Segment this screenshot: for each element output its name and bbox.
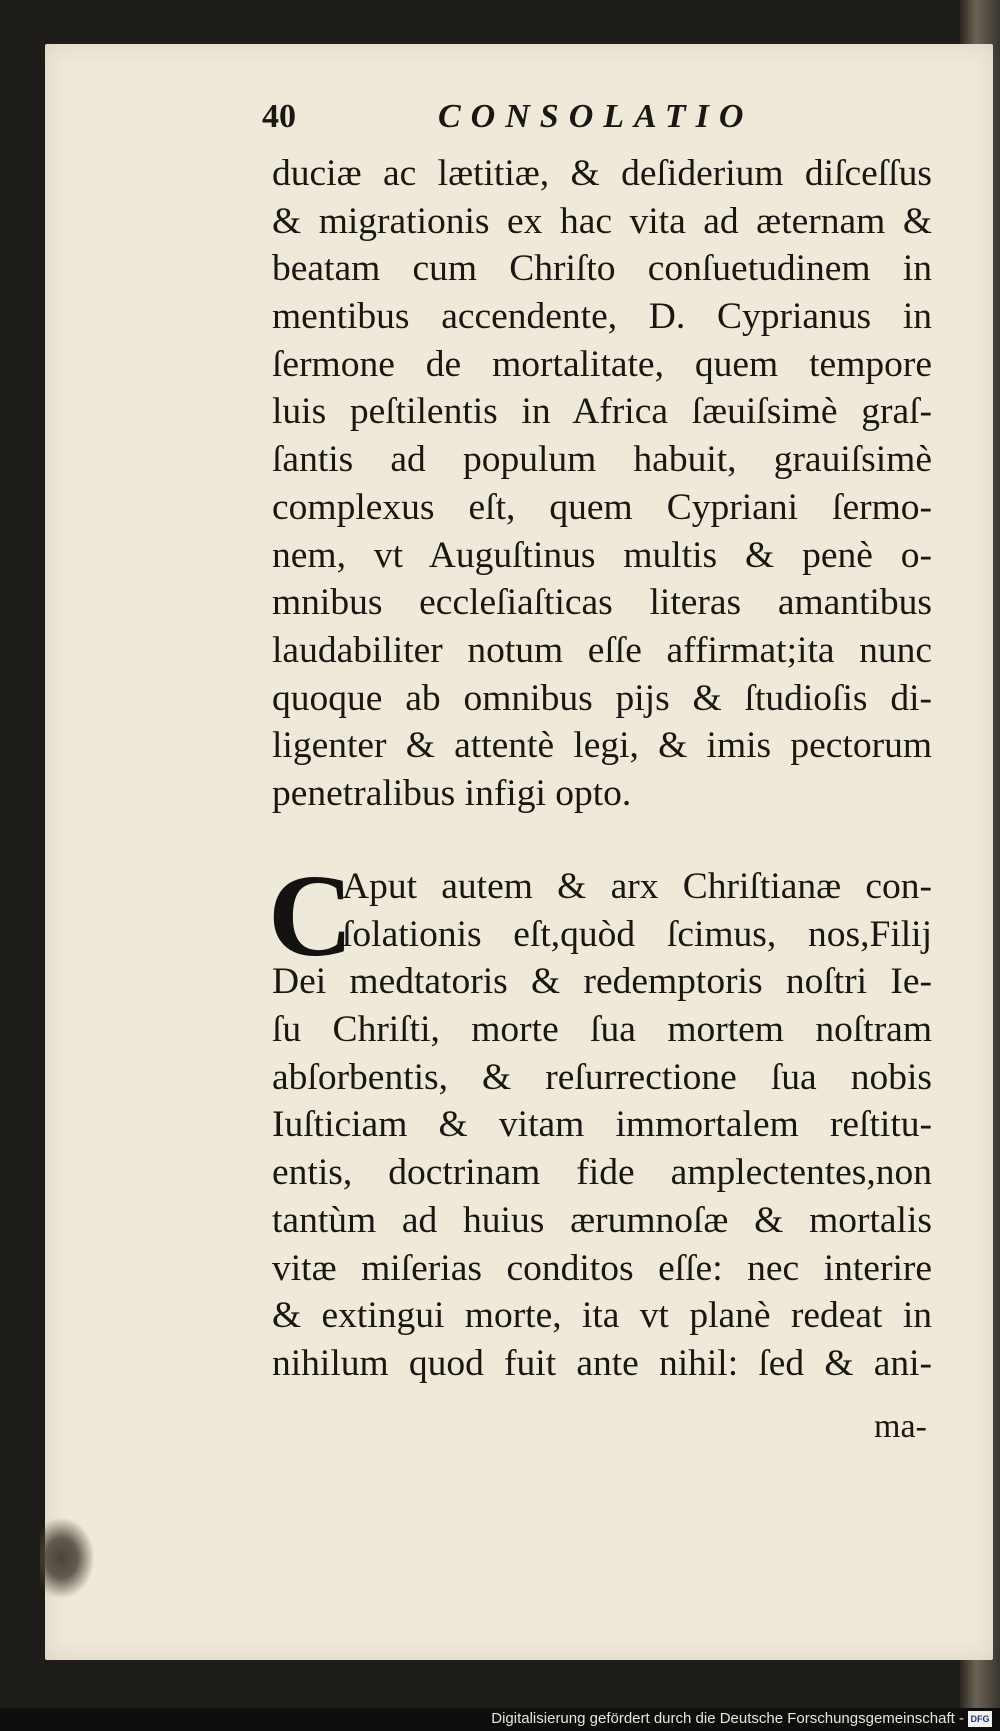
page-header [262,98,782,146]
text-line: vitæ miſerias conditos eſſe: nec interire [272,1247,932,1289]
text-line: & migrationis ex hac vita ad æternam & [272,200,932,242]
drop-cap-initial: C [268,850,354,981]
text-line: Iuſticiam & vitam immortalem reſtitu- [272,1104,932,1146]
text-line: laudabiliter notum eſſe affirmat;ita nunc [272,629,932,671]
text-line: ligenter & attentè legi, & imis pectorum [272,725,932,767]
text-line: entis, doctrinam fide amplectentes,non [272,1152,932,1194]
text-line: ſu Chriſti, morte ſua mortem noſtram [272,1009,932,1051]
text-line: duciæ ac lætitiæ, & deſiderium diſceſſus [272,153,932,194]
paragraph-1 [272,150,932,818]
text-line: nem, vt Auguſtinus multis & penè o- [272,534,932,576]
text-line: Aput autem & arx Chriſtianæ con- [342,866,932,907]
text-line: nihilum quod fuit ante nihil: ſed & ani- [272,1342,932,1384]
text-line: complexus eſt, quem Cypriani ſermo- [272,486,932,528]
text-line: ſantis ad populum habuit, grauiſsimè [272,439,932,481]
running-title: CONSOLATIO [438,98,754,135]
catchword: ma- [874,1408,927,1445]
dfg-logo-icon: DFG [968,1711,992,1727]
text-line: ſermone de mortalitate, quem tempore [272,343,932,385]
text-line: mentibus accendente, D. Cyprianus in [272,296,932,338]
digitization-footer [0,1708,1000,1731]
text-line: & extingui morte, ita vt planè redeat in [272,1295,932,1337]
footer-credit: Digitalisierung gefördert durch die Deutsche Forschungsgemeinschaft - [491,1710,964,1727]
text-line: tantùm ad huius ærumnoſæ & mortalis [272,1199,932,1241]
paragraph-2 [272,863,932,1388]
folio-number: 40 [262,98,296,135]
text-line: quoque ab omnibus pijs & ſtudioſis di- [272,677,932,719]
paper-damage-stain [40,1518,94,1598]
text-line: beatam cum Chriſto conſuetudinem in [272,248,932,290]
text-line: luis peſtilentis in Africa ſæuiſsimè graſ- [272,391,932,433]
text-line: Dei medtatoris & redemptoris noſtri Ie- [272,961,932,1003]
text-line: mnibus eccleſiaſticas literas amantibus [272,582,932,624]
text-line: penetralibus infigi opto. [272,772,632,814]
text-line: ſolationis eſt,quòd ſcimus, nos,Filij [342,913,932,955]
text-line: abſorbentis, & reſurrectione ſua nobis [272,1056,932,1098]
